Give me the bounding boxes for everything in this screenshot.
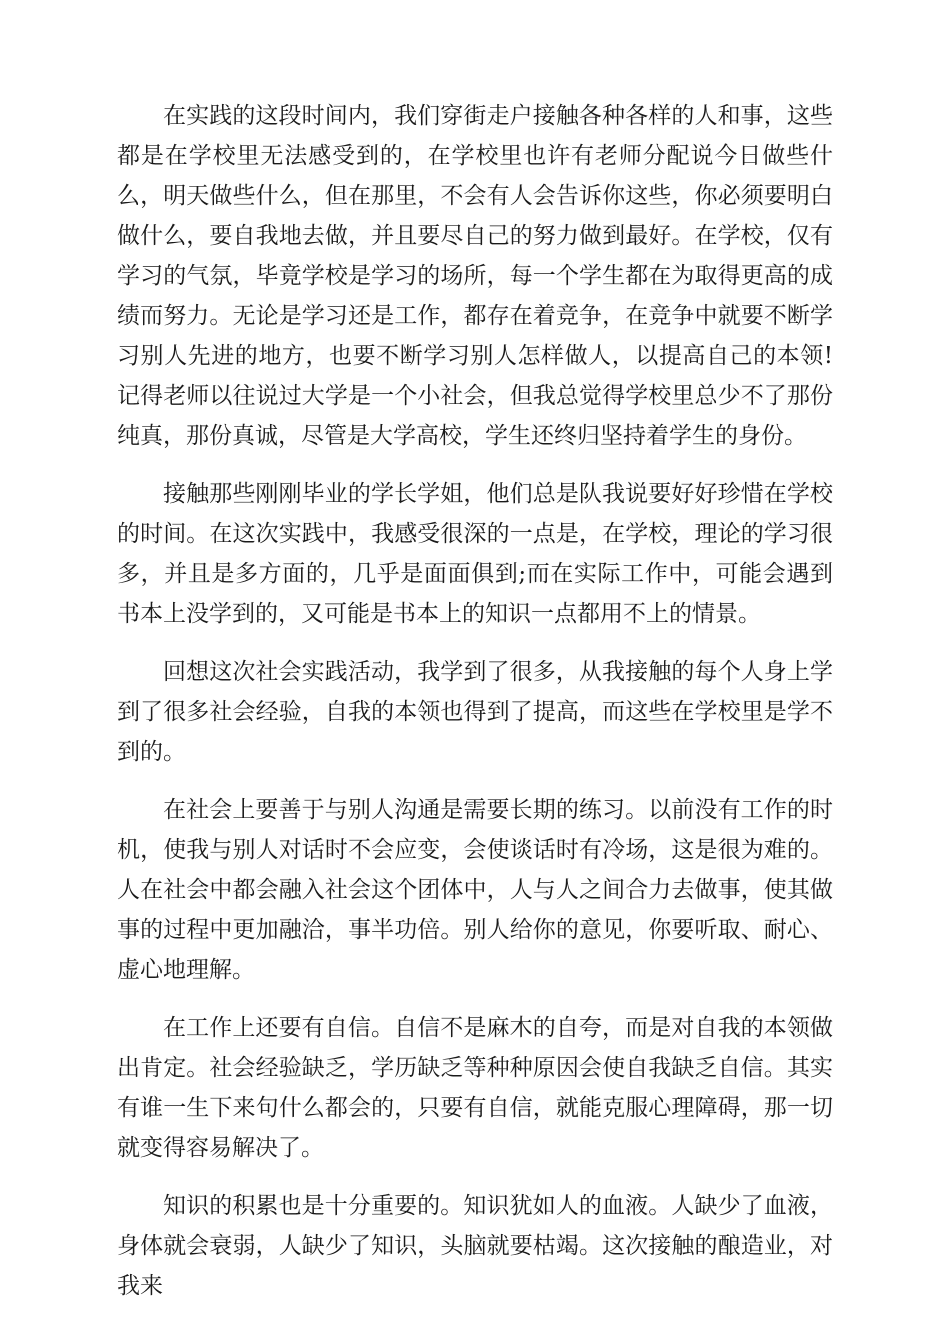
paragraph-1: 在实践的这段时间内，我们穿街走户接触各种各样的人和事，这些都是在学校里无法感受到的，在学校里也许有老师分配说今日做些什么，明天做些什么，但在那里，不会有人会告诉你这些，你必须要明白做什么，要自我地去做，并且要尽自己的努力做到最好。在学校，仅有学习的气氛，毕竟学校是学习的场所，每一个学生都在为取得更高的成绩而努力。无论是学习还是工作，都存在着竞争，在竞争中就要不断学习别人先进的地方，也要不断学习别人怎样做人，以提高自己的本领!记得老师以往说过大学是一个小社会，但我总觉得学校里总少不了那份纯真，那份真诚，尽管是大学高校，学生还终归坚持着学生的身份。 [117,103,833,449]
paragraph-2: 接触那些刚刚毕业的学长学姐，他们总是队我说要好好珍惜在学校的时间。在这次实践中，我感受很深的一点是，在学校，理论的学习很多，并且是多方面的，几乎是面面俱到;而在实际工作中，可能会遇到书本上没学到的，又可能是书本上的知识一点都用不上的情景。 [117,481,833,627]
paragraph-3: 回想这次社会实践活动，我学到了很多，从我接触的每个人身上学到了很多社会经验，自我的本领也得到了提高，而这些在学校里是学不到的。 [117,659,833,765]
paragraph-4: 在社会上要善于与别人沟通是需要长期的练习。以前没有工作的时机，使我与别人对话时不会应变，会使谈话时有冷场，这是很为难的。人在社会中都会融入社会这个团体中，人与人之间合力去做事，使其做事的过程中更加融洽，事半功倍。别人给你的意见，你要听取、耐心、虚心地理解。 [117,797,833,983]
document-body [117,96,833,1324]
paragraph-6: 知识的积累也是十分重要的。知识犹如人的血液。人缺少了血液，身体就会衰弱，人缺少了知识，头脑就要枯竭。这次接触的酿造业，对我来 [117,1193,833,1299]
paragraph-5: 在工作上还要有自信。自信不是麻木的自夸，而是对自我的本领做出肯定。社会经验缺乏，学历缺乏等种种原因会使自我缺乏自信。其实有谁一生下来句什么都会的，只要有自信，就能克服心理障碍，那一切就变得容易解决了。 [117,1015,833,1161]
